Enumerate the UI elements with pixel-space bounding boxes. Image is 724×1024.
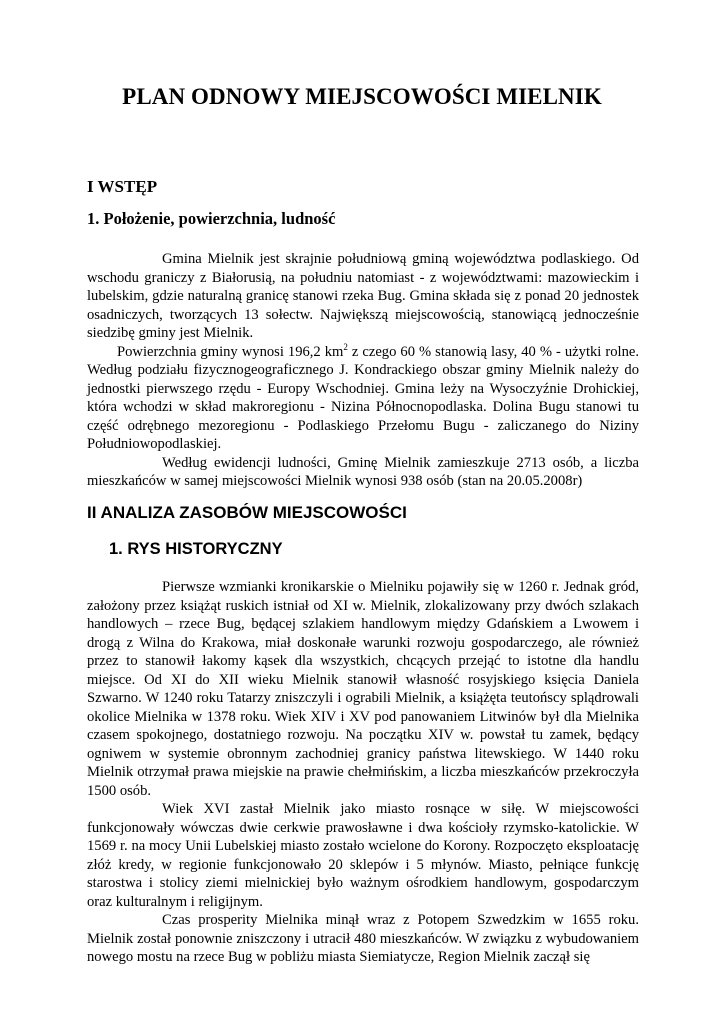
paragraph-text: Powierzchnia gminy wynosi 196,2 km (117, 343, 344, 360)
subsection-heading-location: 1. Położenie, powierzchnia, ludność (87, 209, 336, 228)
intro-text-block (87, 250, 639, 491)
paragraph (87, 343, 639, 454)
paragraph: Gmina Mielnik jest skrajnie południową gminą województwa podlaskiego. Od wschodu graniczy z Białorusią, na południu natomiast - z województwami: mazowieckim i lubelskim, gdzie naturalną granicę stanowi rzeka Bug. Gmina składa się z ponad 20 jednostek osadniczych, tworzących 13 sołectw. Największą miejscowością, stanowiącą jednocześnie siedzibę gminy jest Mielnik. (87, 251, 639, 341)
paragraph: Według ewidencji ludności, Gminę Mielnik zamieszkuje 2713 osób, a liczba mieszkańców w samej miejscowości Mielnik wynosi 938 osób (stan na 20.05.2008r) (87, 454, 639, 489)
paragraph-text: z czego 60 % stanowią lasy, 40 % - użytki rolne. Według podziału fizycznogeograficznego J. Kondrackiego obszar gminy Mielnik należy do jednostki pierwszego rzędu - Europy Wschodniej. Gmina leży na Wysoczyźnie Drohickiej, która wchodzi w skład makroregionu - Nizina Północnopodlaska. Dolina Bugu stanowi tu część odrębnego mezoregionu - Podlaskiego Przełomu Bugu - zaliczanego do Niziny Południowopodlaskiej. (87, 343, 639, 452)
history-text-block (87, 578, 639, 967)
paragraph: Wiek XVI zastał Mielnik jako miasto rosnące w siłę. W miejscowości funkcjonowały wówczas dwie cerkwie prawosławne i dwa kościoły rzymsko-katolickie. W 1569 r. na mocy Unii Lubelskiej miasto zostało wcielone do Korony. Rozpoczęto eksploatację złóż kredy, w regionie funkcjonowało 20 sklepów i 5 młynów. Miasto, pełniące funkcję starostwa i stolicy ziemi mielnickiej było ważnym ośrodkiem handlowym, gospodarczym oraz kulturalnym i religijnym. (87, 801, 639, 910)
section-heading-analysis: II ANALIZA ZASOBÓW MIEJSCOWOŚCI (87, 503, 407, 522)
document-title: PLAN ODNOWY MIEJSCOWOŚCI MIELNIK (122, 84, 602, 109)
paragraph: Czas prosperity Mielnika minął wraz z Potopem Szwedzkim w 1655 roku. Mielnik został ponownie zniszczony i utracił 480 mieszkańców. W związku z wybudowaniem nowego mostu na rzece Bug w pobliżu miasta Siemiatycze, Region Mielnik zaczął się (87, 912, 639, 965)
paragraph: Pierwsze wzmianki kronikarskie o Mielniku pojawiły się w 1260 r. Jednak gród, założony przez książąt ruskich istniał od XI w. Mielnik, zlokalizowany przy dwóch szlakach handlowych – rzece Bug, będącej szlakiem handlowym między Gdańskiem a Lwowem i drogą z Wilna do Krakowa, miał doskonałe warunki rozwoju gospodarczego, ale również przez to stanowił łakomy kąsek dla wszystkich, chcących przejąć to istotne dla handlu miejsce. Od XI do XII wieku Mielnik stanowił własność rosyjskiego księcia Daniela Szwarno. W 1240 roku Tatarzy zniszczyli i ograbili Mielnik, a książęta teutońscy splądrowali okolice Mielnika w 1378 roku. Wiek XIV i XV pod panowaniem Litwinów był dla Mielnika czasem spokojnego, dostatniego rozwoju. Na początku XIV w. powstał tu zamek, będący ogniwem w systemie obronnym zachodniej granicy państwa litewskiego. W 1440 roku Mielnik otrzymał prawa miejskie na prawie chełmińskim, a liczba mieszkańców przekroczyła 1500 osób. (87, 579, 639, 799)
section-heading-intro: I WSTĘP (87, 177, 158, 196)
superscript: 2 (343, 341, 348, 352)
subsection-heading-history: 1. RYS HISTORYCZNY (109, 540, 283, 558)
